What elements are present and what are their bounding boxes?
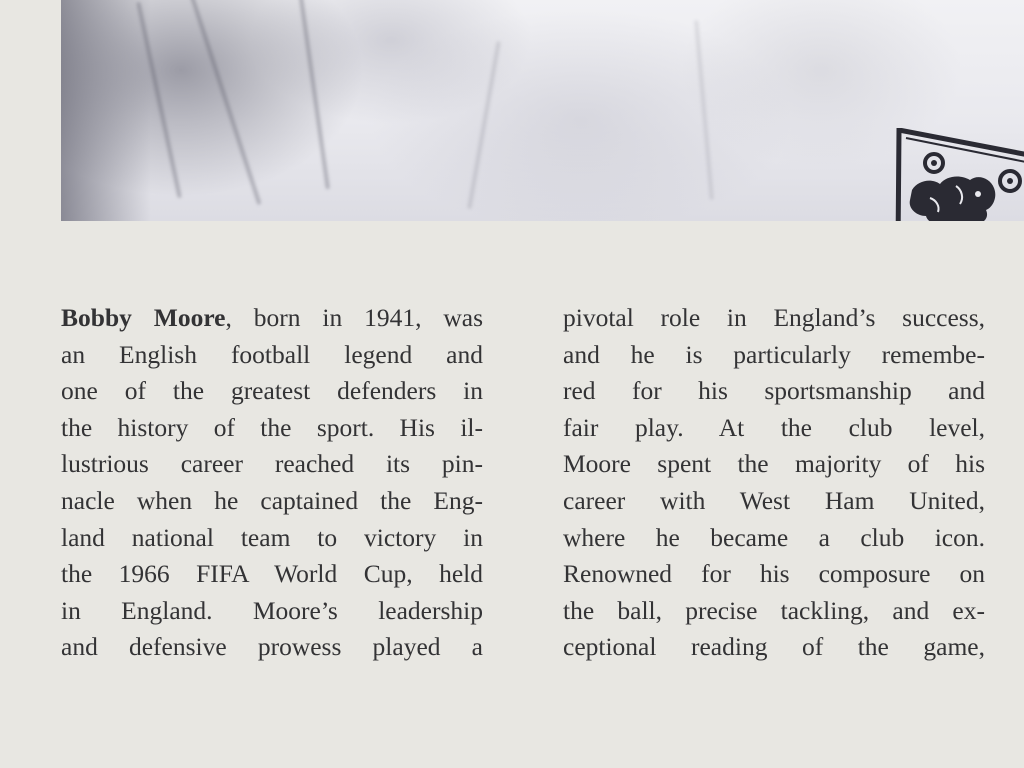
text-line: the ball, precise tackling, and ex- xyxy=(563,595,985,625)
text-line: lustrious career reached its pin- xyxy=(61,449,483,479)
text-line: an English football legend and xyxy=(61,339,483,369)
first-line-rest: , born in 1941, was xyxy=(225,303,483,332)
text-line: where he became a club icon. xyxy=(563,522,985,552)
text-line: the history of the sport. His il- xyxy=(61,412,483,442)
text-line: and defensive prowess played a xyxy=(61,632,483,662)
lead-name: Bobby Moore xyxy=(61,303,226,332)
article-column-left xyxy=(61,300,483,666)
photo-shadow xyxy=(61,0,151,221)
text-line xyxy=(61,300,483,337)
text-line: one of the greatest defenders in xyxy=(61,376,483,406)
text-line: nacle when he captained the Eng- xyxy=(61,485,483,515)
text-line: in England. Moore’s leadership xyxy=(61,595,483,625)
text-line: ceptional reading of the game, xyxy=(563,632,985,662)
text-line: land national team to victory in xyxy=(61,522,483,552)
three-lions-crest-icon xyxy=(894,128,1024,221)
text-line: the 1966 FIFA World Cup, held xyxy=(61,559,483,589)
article-column-right xyxy=(563,300,985,666)
text-line: and he is particularly remembe- xyxy=(563,339,985,369)
text-line: Moore spent the majority of his xyxy=(563,449,985,479)
text-line: career with West Ham United, xyxy=(563,485,985,515)
shirt-fold xyxy=(693,20,715,200)
text-line: Renowned for his composure on xyxy=(563,559,985,589)
player-photo xyxy=(61,0,1024,221)
text-line: fair play. At the club level, xyxy=(563,412,985,442)
shirt-fold xyxy=(466,41,501,209)
shirt-fold xyxy=(297,0,331,189)
shirt-fold xyxy=(186,0,263,205)
text-line: pivotal role in England’s success, xyxy=(563,303,985,332)
text-line: red for his sportsmanship and xyxy=(563,376,985,406)
